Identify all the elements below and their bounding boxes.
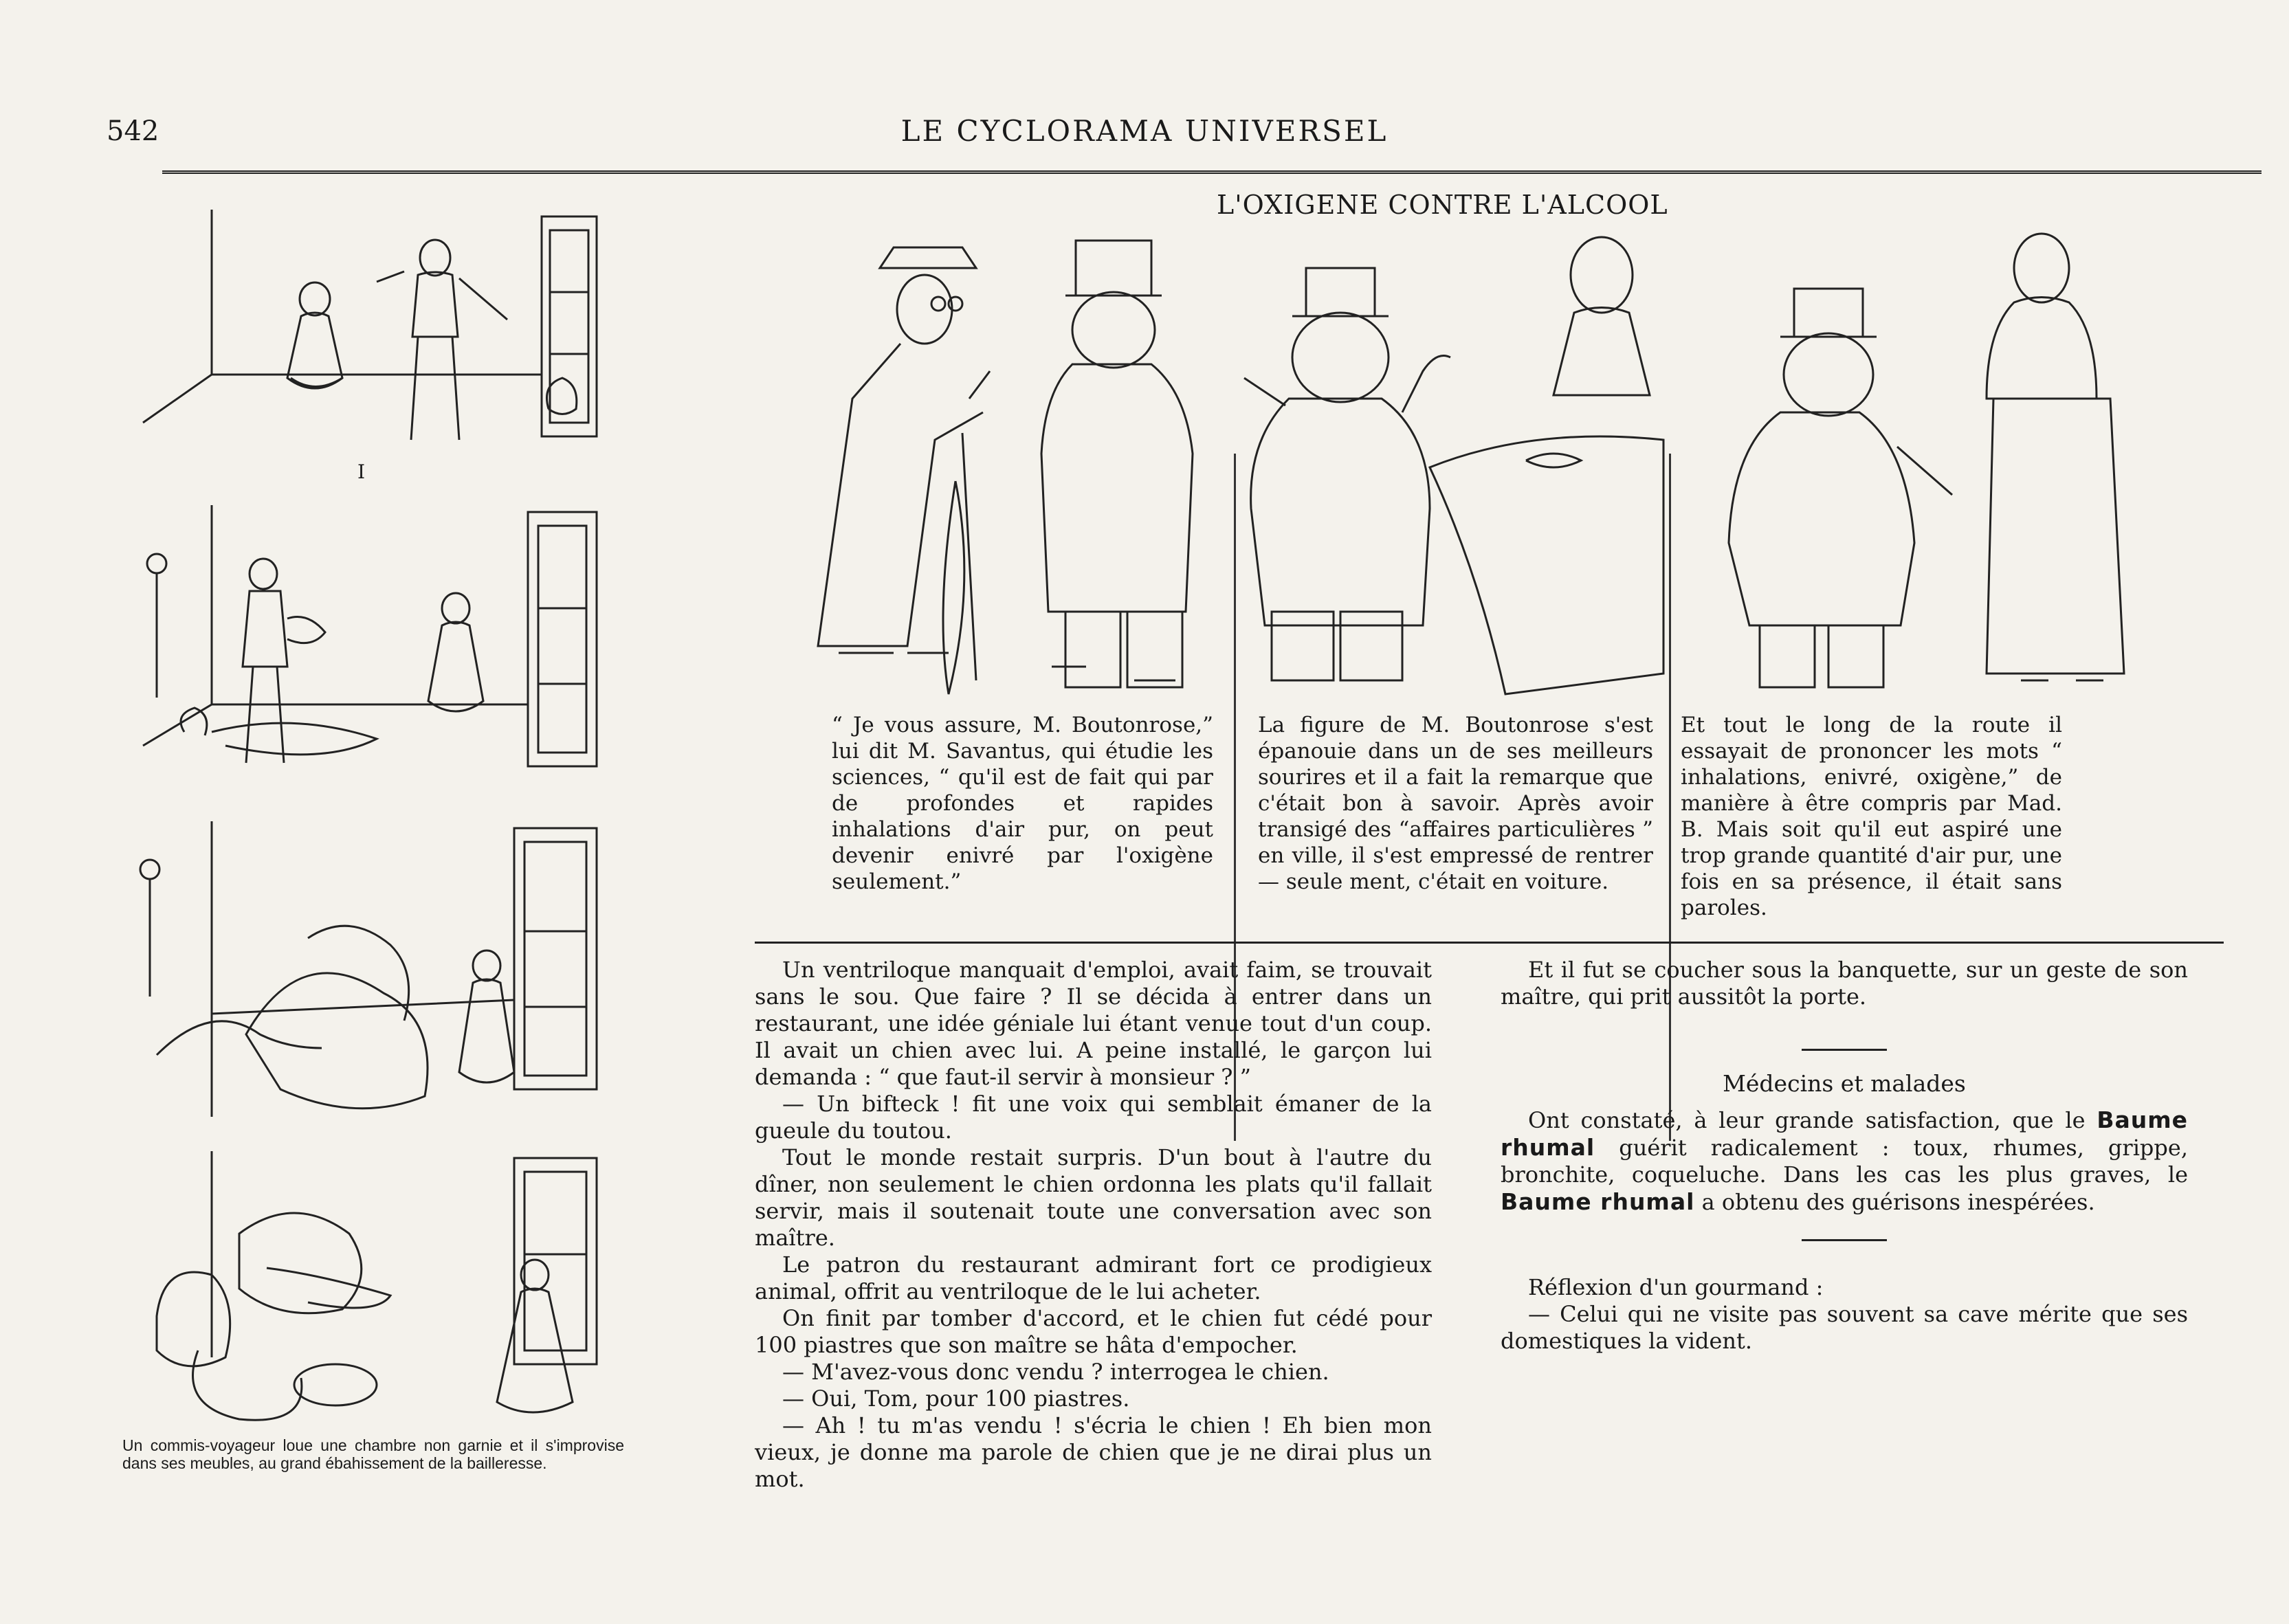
comic-caption-2: La figure de M. Boutonrose s'est épanouie dans un de ses meilleurs sourires et il a fait la remarque que c'était bon à savoir. Après avoir transigé des “affaires particulières ” en ville, il s'est empressé de rentrer — seule ment, c'était en voiture.: [1258, 713, 1653, 894]
panel-numeral: I: [357, 460, 366, 483]
ad-text-before: Ont constaté, à leur grande satisfaction, que le: [1528, 1107, 2086, 1133]
maxim-heading: Réflexion d'un gourmand :: [1528, 1274, 1824, 1300]
story-column: [755, 957, 1432, 1493]
strip-illustration-2: [129, 498, 610, 787]
comic-caption-3: Et tout le long de la route il essayait de prononcer les mots “ inhalations, enivré, oxigène,” de manière à être compris par Mad. B. Mais soit qu'il eut aspiré une trop grande quantité d'air pur, une fois en sa présence, il était sans paroles.: [1681, 713, 2062, 920]
comic-title: L'OXIGENE CONTRE L'ALCOOL: [1217, 190, 1668, 220]
story-paragraph: Un ventriloque manquait d'emploi, avait faim, se trouvait sans le sou. Que faire ? Il se décida à entrer dans un restaurant, une idée géniale lui étant venue tout d'un coup. Il avait un chien avec lui. A peine installé, le garçon lui demanda : “ que faut-il servir à monsieur ? ”: [755, 957, 1432, 1090]
story-paragraph: Le patron du restaurant admirant fort ce prodigieux animal, offrit au ventriloque de le lui acheter.: [755, 1252, 1432, 1304]
page-number: 542: [107, 115, 159, 147]
maxim-text: — Celui qui ne visite pas souvent sa cave mérite que ses domestiques la vident.: [1501, 1301, 2188, 1354]
right-column: [1501, 957, 2188, 1355]
strip-illustration-4: [129, 1144, 610, 1430]
story-paragraph: — M'avez-vous donc vendu ? interrogea le chien.: [782, 1359, 1329, 1385]
comic-illustration-2: [1230, 227, 1677, 701]
ad-brand: Baume rhumal: [1501, 1106, 2189, 1161]
story-paragraph: — Ah ! tu m'as vendu ! s'écria le chien ! Eh bien mon vieux, je donne ma parole de chien que je ne dirai plus un mot.: [755, 1412, 1432, 1492]
separator-rule: [1802, 1239, 1887, 1241]
separator-rule: [1802, 1049, 1887, 1051]
ad-heading: Médecins et malades: [1723, 1070, 1966, 1097]
story-paragraph: On finit par tomber d'accord, et le chien fut cédé pour 100 piastres que son maître se hâta d'empocher.: [755, 1305, 1432, 1358]
comic-illustration-1: [804, 227, 1217, 701]
story-paragraph: — Un bifteck ! fit une voix qui semblait émaner de la gueule du toutou.: [755, 1091, 1432, 1144]
section-rule: [755, 942, 2224, 944]
strip-caption: Un commis-voyageur loue une chambre non garnie et il s'improvise dans ses meubles, au grand ébahissement de la bailleresse.: [122, 1436, 624, 1472]
comic-caption-1: “ Je vous assure, M. Boutonrose,” lui dit M. Savantus, qui étudie les sciences, “ qu'il est de fait qui par de profondes et rapides inhalations d'air pur, on peut devenir enivré par l'oxigène seulement.”: [832, 713, 1213, 894]
ad-text-after: a obtenu des guérisons inespérées.: [1701, 1189, 2095, 1215]
strip-illustration-3: [129, 814, 610, 1117]
ad-text: [1501, 1106, 2188, 1216]
ad-text-middle: guérit radicalement : toux, rhumes, grippe, bronchite, coqueluche. Dans les cas les plus graves, le: [1501, 1135, 2189, 1188]
story-paragraph: Tout le monde restait surpris. D'un bout à l'autre du dîner, non seulement le chien ordonna les plats qu'il fallait servir, mais il soutenait toute une conversation avec son maître.: [755, 1144, 1432, 1251]
header-rule: [162, 170, 2262, 178]
ad-brand: Baume rhumal: [1501, 1188, 1695, 1215]
comic-illustration-3: [1691, 227, 2186, 701]
story-paragraph: Et il fut se coucher sous la banquette, sur un geste de son maître, qui prit aussitôt la porte.: [1501, 957, 2188, 1010]
story-paragraph: — Oui, Tom, pour 100 piastres.: [782, 1386, 1130, 1412]
running-title: LE CYCLORAMA UNIVERSEL: [900, 114, 1389, 148]
strip-illustration-1: [129, 196, 610, 457]
